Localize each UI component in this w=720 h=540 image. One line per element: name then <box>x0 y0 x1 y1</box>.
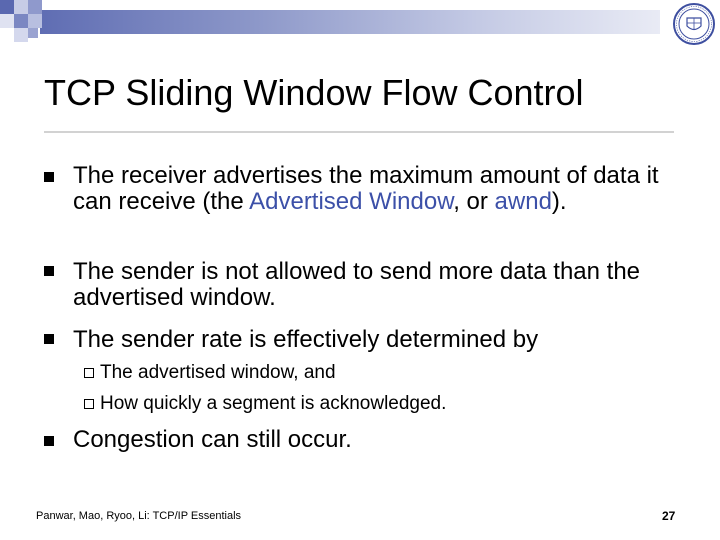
band-square <box>28 14 42 28</box>
band-square <box>14 14 28 28</box>
header-band <box>0 0 720 48</box>
band-square <box>28 0 42 14</box>
awnd-term: awnd <box>494 188 552 215</box>
bullet-square-icon <box>44 172 54 182</box>
bullet-text: The sender rate is effectively determined by <box>73 326 539 353</box>
band-square <box>14 28 28 42</box>
sub-bullet-square-icon <box>84 368 94 378</box>
bullet-square-icon <box>44 436 54 446</box>
page-number: 27 <box>662 509 676 523</box>
advertised-window-term: Advertised Window <box>249 188 454 215</box>
bullet-text: The receiver advertises the maximum amount of data it can receive (the Advertised Window, or awnd). <box>73 162 659 215</box>
header-gradient-strip <box>40 10 660 34</box>
sub-bullet-square-icon <box>84 399 94 409</box>
footer-citation: Panwar, Mao, Ryoo, Li: TCP/IP Essentials <box>36 510 242 522</box>
title-divider <box>44 131 674 133</box>
band-square <box>28 28 38 38</box>
bullet-text: The sender is not allowed to send more data than the advertised window. <box>73 258 641 311</box>
sub-bullet-text: How quickly a segment is acknowledged. <box>100 393 447 414</box>
bullet-square-icon <box>44 266 54 276</box>
band-square <box>0 14 14 28</box>
band-square <box>0 0 14 14</box>
sub-bullet-text: The advertised window, and <box>100 362 336 383</box>
slide-title: TCP Sliding Window Flow Control <box>44 72 584 113</box>
bullet-text: Congestion can still occur. <box>73 426 352 453</box>
bullet-square-icon <box>44 334 54 344</box>
university-seal-icon <box>671 2 717 46</box>
band-square <box>14 0 28 14</box>
